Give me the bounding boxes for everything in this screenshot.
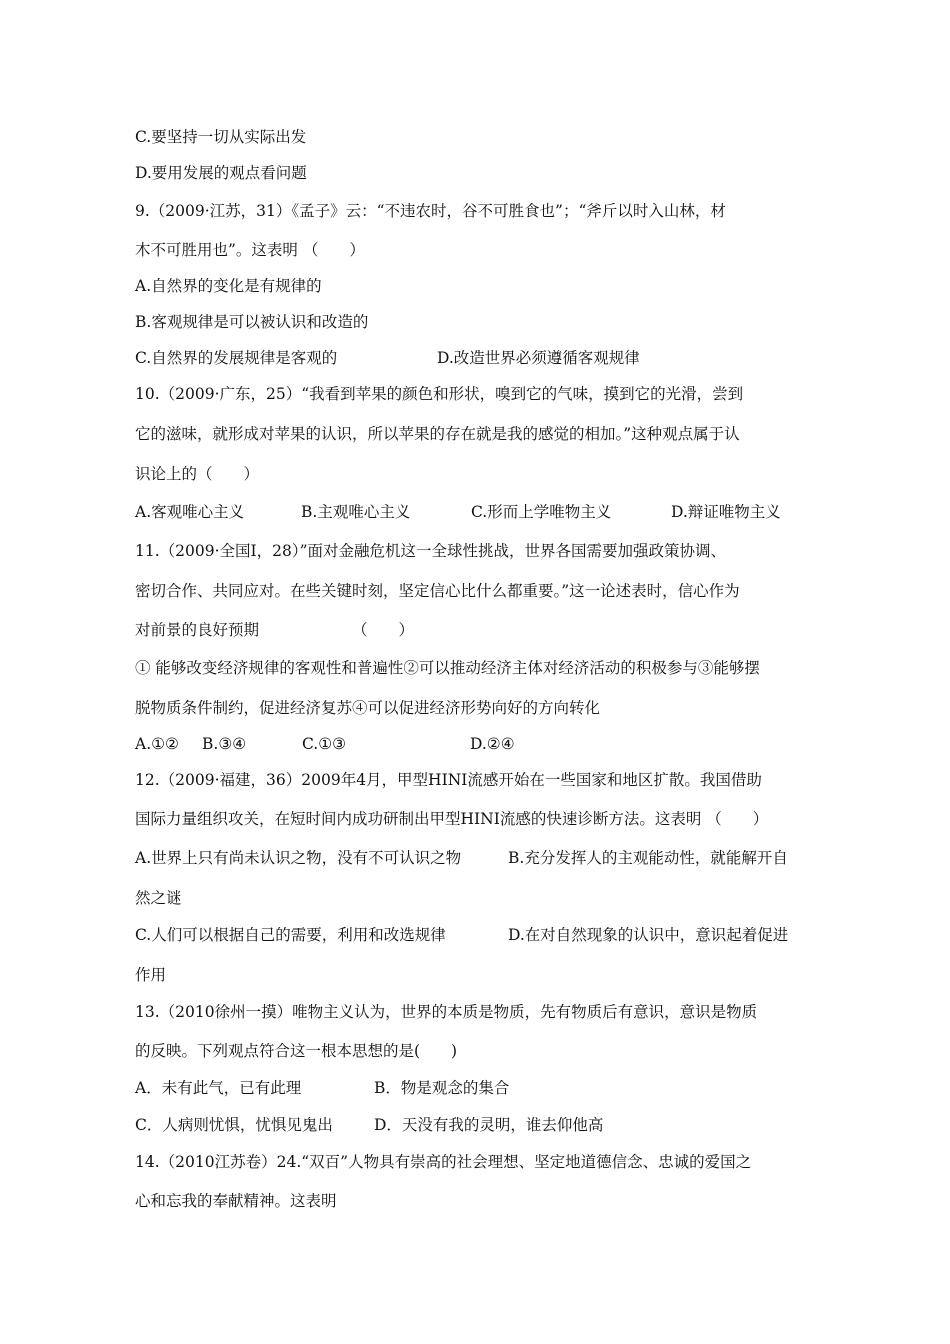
q9-stem-line1: 9.（2009·江苏，31）《孟子》云：“不违农时，谷不可胜食也”；“斧斤以时入山林，材 <box>135 202 726 220</box>
q13-option-a: A．未有此气，已有此理 <box>135 1079 302 1097</box>
q12-stem-line2: 国际力量组织攻关，在短时间内成功研制出甲型HINI流感的快速诊断方法。这表明 （ ） <box>135 810 769 828</box>
q11-stem-line1: 11.（2009·全国Ⅰ，28）”面对金融危机这一全球性挑战，世界各国需要加强政策协调、 <box>135 542 727 560</box>
q10-option-d: D.辩证唯物主义 <box>671 503 781 521</box>
q12-option-d-cont: 作用 <box>135 966 167 984</box>
q9-option-b: B.客观规律是可以被认识和改造的 <box>135 313 369 331</box>
q9-stem-line2: 木不可胜用也”。这表明 （ ） <box>135 241 365 259</box>
q14-stem-line1: 14.（2010江苏卷）24.“双百”人物具有崇高的社会理想、坚定地道德信念、忠诚的爱国之 <box>135 1153 752 1171</box>
q8-option-d: D.要用发展的观点看问题 <box>135 164 307 182</box>
q13-stem-line1: 13.（2010徐州一摸）唯物主义认为，世界的本质是物质，先有物质后有意识，意识是物质 <box>135 1003 758 1021</box>
q12-option-b: B.充分发挥人的主观能动性，就能解开自 <box>508 849 788 867</box>
q11-stem-line3: 对前景的良好预期 <box>135 621 260 639</box>
q11-statements-line2: 脱物质条件制约，促进经济复苏④可以促进经济形势向好的方向转化 <box>135 699 601 717</box>
q13-stem-line2: 的反映。下列观点符合这一根本思想的是( ) <box>135 1042 458 1060</box>
q10-stem-line2: 它的滋味，就形成对苹果的认识，所以苹果的存在就是我的感觉的相加。”这种观点属于认 <box>135 425 740 443</box>
q13-option-d: D．天没有我的灵明，谁去仰他高 <box>374 1116 604 1134</box>
q8-option-c: C.要坚持一切从实际出发 <box>135 128 307 146</box>
q12-option-a: A.世界上只有尚未认识之物，没有不可认识之物 <box>135 849 462 867</box>
q11-option-c: C.①③ <box>302 735 347 753</box>
q11-stem-line2: 密切合作、共同应对。在些关键时刻，坚定信心比什么都重要。”这一论述表时，信心作为 <box>135 582 740 600</box>
q13-option-b: B．物是观念的集合 <box>374 1079 510 1097</box>
q11-option-d: D.②④ <box>470 735 515 753</box>
q11-answer-blank: （ ） <box>352 621 415 639</box>
q11-option-a: A.①② <box>135 735 179 753</box>
q10-option-a: A.客观唯心主义 <box>135 503 245 521</box>
q9-option-a: A.自然界的变化是有规律的 <box>135 277 322 295</box>
q9-option-d: D.改造世界必须遵循客观规律 <box>437 349 640 367</box>
q14-stem-line2: 心和忘我的奉献精神。这表明 <box>135 1192 337 1210</box>
q11-option-b: B.③④ <box>202 735 247 753</box>
q12-option-c: C.人们可以根据自己的需要，利用和改选规律 <box>135 926 446 944</box>
q12-option-d: D.在对自然现象的认识中，意识起着促进 <box>508 926 789 944</box>
q10-stem-line3: 识论上的（ ） <box>135 465 260 483</box>
q12-option-b-cont: 然之谜 <box>135 889 182 907</box>
q12-stem-line1: 12.（2009·福建，36）2009年4月，甲型HINI流感开始在一些国家和地区扩散。我国借助 <box>135 771 762 789</box>
q9-option-c: C.自然界的发展规律是客观的 <box>135 349 338 367</box>
q11-statements-line1: ① 能够改变经济规律的客观性和普遍性②可以推动经济主体对经济活动的积极参与③能够摆 <box>135 659 760 677</box>
q10-option-b: B.主观唯心主义 <box>301 503 411 521</box>
q10-stem-line1: 10.（2009·广东，25）“我看到苹果的颜色和形状，嗅到它的气味，摸到它的光滑，尝到 <box>135 385 744 403</box>
q13-option-c: C．人病则忧惧，忧惧见鬼出 <box>135 1116 333 1134</box>
q10-option-c: C.形而上学唯物主义 <box>471 503 612 521</box>
